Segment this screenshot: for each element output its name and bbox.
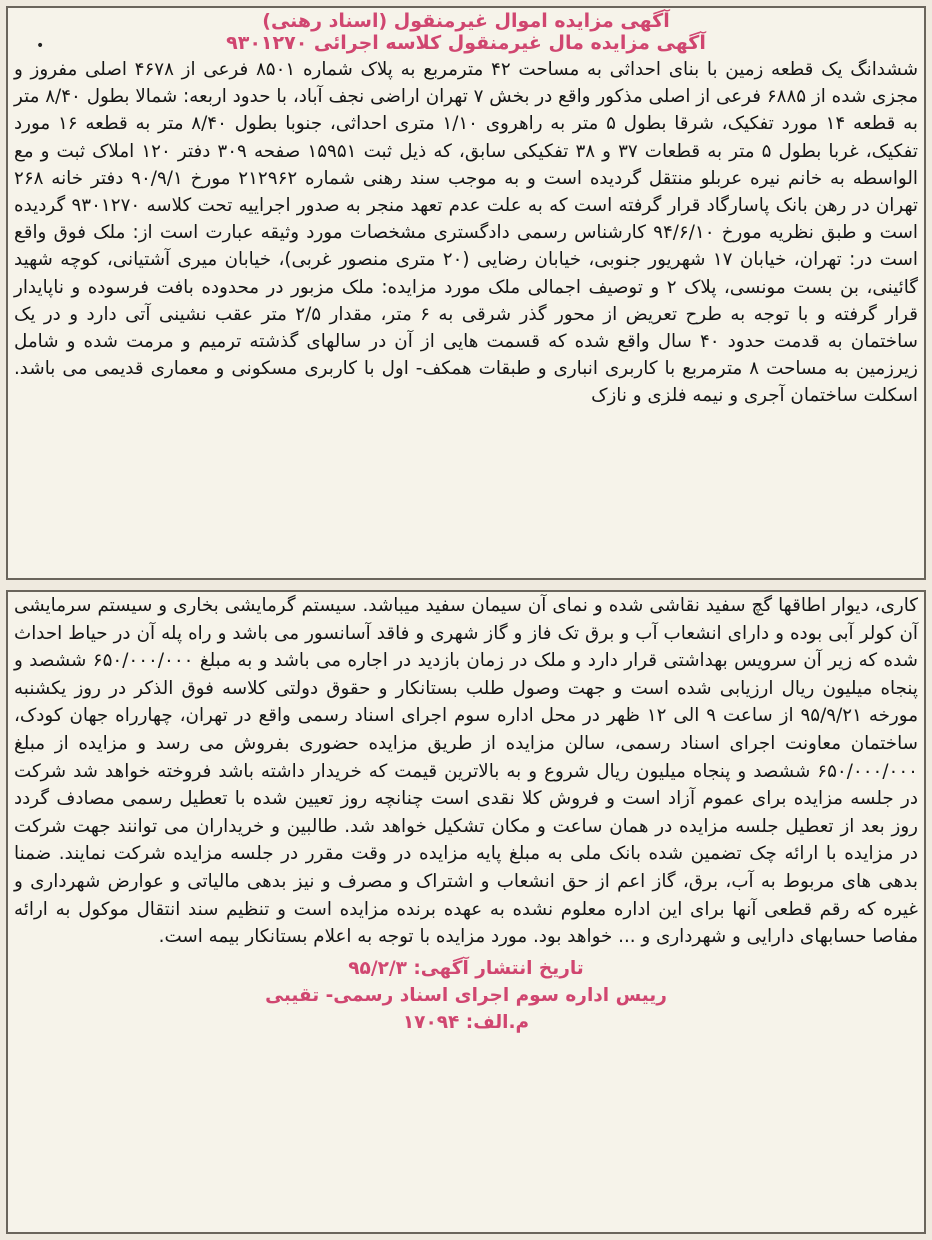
notice-paragraph-top: ششدانگ یک قطعه زمین با بنای احداثی به مساحت ۴۲ مترمربع به پلاک شماره ۸۵۰۱ فرعی از ۴۶۷۸ اصلی مفروز و مجزی شده از ۶۸۸۵ فرعی از اصلی مذکور واقع در بخش ۷ تهران اراضی نجف آباد، با حدود اربعه: شمالا بطول ۸/۴۰ متر به قطعه ۱۴ مورد تفکیک، شرقا بطول ۵ متر به راهروی ۱/۱۰ متری احداثی، جنوبا بطول ۸/۴۰ متر به قطعه ۱۶ مورد تفکیک، غربا بطول ۵ متر به قطعات ۳۷ و ۳۸ تفکیکی سابق، که ذیل ثبت ۱۵۹۵۱ صفحه ۳۰۹ دفتر ۱۲۰ املاک ثبت و مع الواسطه به خانم نیره عربلو منتقل گردیده است و به موجب سند رهنی شماره ۲۱۲۹۶۲ مورخ ۹۰/۹/۱ دفتر خانه ۲۶۸ تهران در رهن بانک پاسارگاد قرار گرفته است که به علت عدم تعهد منجر به صدور اجراییه تحت کلاسه ۹۳۰۱۲۷۰ گردیده است و طبق نظریه مورخ ۹۴/۶/۱۰ کارشناس رسمی دادگستری مشخصات مورد وثیقه عبارت است از: ملک فوق واقع است در: تهران، خیابان ۱۷ شهریور جنوبی، خیابان رضایی (۲۰ متری منصور غربی)، خیابان میری آشتیانی، کوچه شهید گائینی، بن بست مونسی، پلاک ۲ و توصیف اجمالی ملک مورد مزایده: ملک مزبور در محدوده بافت فرسوده و ناپایدار قرار گرفته و با توجه به طرح تعریض از محور گذر شرقی به ۶ متر، مقدار ۲/۵ متر عقب نشینی آتی دارد و در یک ساختمان به قدمت حدود ۴۰ سال واقع شده که قسمت هایی از آن در سالهای گذشته ترمیم و مرمت شده و شامل زیرزمین به مساحت ۸ مترمربع با کاربری انباری و طبقات همکف- اول با کاربری مسکونی و معماری قدیمی می باشد. اسکلت ساختمان آجری و نیمه فلزی و نازک: [14, 59, 919, 407]
publish-date: تاریخ انتشار آگهی: ۹۵/۲/۳: [348, 957, 584, 979]
reference-number: م.الف: ۱۷۰۹۴: [402, 1011, 530, 1033]
bullet-mark: •: [36, 38, 45, 54]
notice-footer: [8, 955, 924, 1036]
notice-clipping-top: [6, 6, 926, 580]
notice-clipping-bottom: [6, 590, 926, 1234]
notice-paragraph-bottom: کاری، دیوار اطاقها گچ سفید نقاشی شده و نمای آن سیمان سفید میباشد. سیستم گرمایشی بخاری و سیستم سرمایشی آن کولر آبی بوده و دارای انشعاب آب و برق تک فاز و گاز شهری و فاقد آسانسور می باشد و راه پله آن در حیاط احداث شده که زیر آن سرویس بهداشتی قرار دارد و ملک در زمان بازدید در اجاره می باشد و به مبلغ ۶۵۰/۰۰۰/۰۰۰ ششصد و پنجاه میلیون ریال ارزیابی شده است و جهت وصول طلب بستانکار و حقوق دولتی کلاسه فوق الذکر در روز یکشنبه مورخه ۹۵/۹/۲۱ از ساعت ۹ الی ۱۲ ظهر در محل اداره سوم اجرای اسناد رسمی واقع در تهران، چهارراه جهان کودک، ساختمان معاونت اجرای اسناد رسمی، سالن مزایده از طریق مزایده حضوری بفروش می رسد و مزایده از مبلغ ۶۵۰/۰۰۰/۰۰۰ ششصد و پنجاه میلیون ریال شروع و به بالاترین قیمت که خریدار داشته باشد فروخته خواهد شد شرکت در جلسه مزایده برای عموم آزاد است و فروش کلا نقدی است چنانچه روز تعیین شده با تعطیل رسمی مصادف گردد روز بعد از تعطیل جلسه مزایده در همان ساعت و مکان تشکیل خواهد شد. طالبین و خریداران می توانند جهت شرکت در مزایده با ارائه چک تضمین شده بانک ملی به مبلغ پایه مزایده در وقت مقرر در جلسه مزایده شرکت نمایند. ضمنا بدهی های مربوط به آب، برق، گاز اعم از حق انشعاب و اشتراک و مصرف و نیز بدهی مالیاتی و عوارض شهرداری و غیره که رقم قطعی آنها برای این اداره معلوم نشده به عهده برنده مزایده است و تنظیم سند انتقال موکول به ارائه مفاصا حسابهای دارایی و شهرداری و ... خواهد بود. مورد مزایده با توجه به اعلام بستانکار بیمه است.: [14, 595, 918, 948]
signature: رییس اداره سوم اجرای اسناد رسمی- تقیبی: [265, 984, 667, 1006]
notice-title: آگهی مزایده اموال غیرمنقول (اسناد رهنی): [262, 10, 670, 32]
notice-subtitle: آگهی مزایده مال غیرمنقول کلاسه اجرائی ۹۳۰۱۲۷۰: [226, 32, 706, 54]
